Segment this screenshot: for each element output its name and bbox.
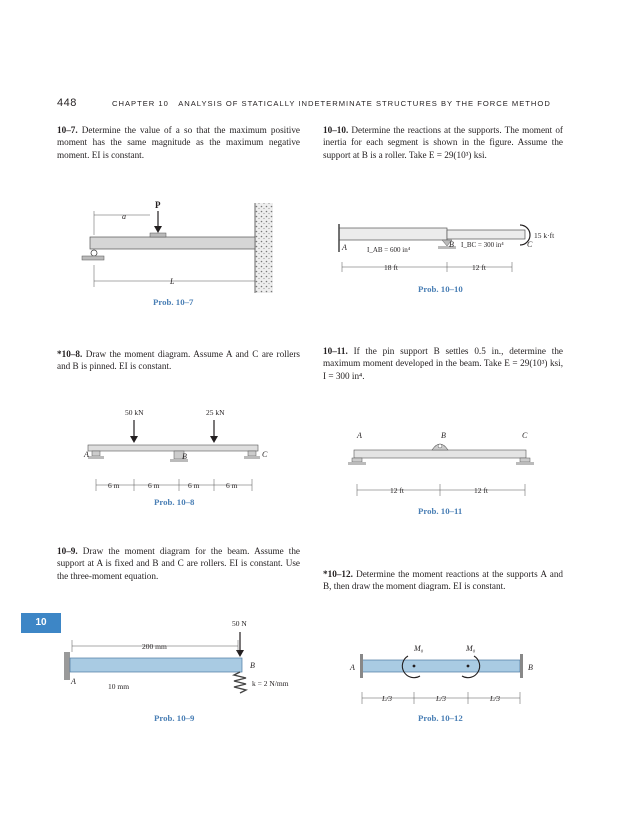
label-C: C (527, 240, 533, 249)
problem-number: *10–12. (323, 569, 353, 579)
problem-10-11 (323, 345, 563, 382)
fixed-wall-right (520, 654, 523, 678)
figure-10-9 (60, 618, 310, 703)
moment-label: 15 k·ft (534, 231, 555, 240)
load-50n: 50 N (232, 619, 247, 628)
load-plate (150, 233, 166, 237)
problem-statement: Draw the moment diagram for the beam. Assume the support at A is fixed and B and C are rollers. EI is constant. Use the three-moment equation. (57, 546, 301, 581)
label-C: C (262, 450, 268, 459)
label-B: B (250, 661, 255, 670)
label-A: A (357, 431, 362, 440)
arrow-down-icon (130, 436, 138, 443)
dim-L3-3: L/3 (490, 694, 501, 703)
beam (70, 658, 242, 672)
arrow-down-icon (154, 226, 162, 233)
chapter-label: CHAPTER 10 (112, 99, 169, 108)
caption-10-9: Prob. 10–9 (154, 713, 195, 723)
figure-10-11 (344, 428, 544, 503)
label-A: A (350, 663, 355, 672)
caption-10-7: Prob. 10–7 (153, 297, 194, 307)
beam (88, 445, 258, 451)
beam (362, 660, 520, 672)
roller-support (248, 451, 256, 456)
dim-200mm: 200 mm (142, 642, 167, 651)
dim-L3-1: L/3 (382, 694, 393, 703)
caption-10-11: Prob. 10–11 (418, 506, 463, 516)
spring-support (234, 672, 246, 693)
problem-number: 10–7. (57, 125, 78, 135)
caption-10-10: Prob. 10–10 (418, 284, 463, 294)
label-B: B (182, 452, 187, 461)
problem-number: 10–10. (323, 125, 349, 135)
page-number: 448 (57, 97, 77, 109)
fixed-wall (64, 652, 70, 680)
figure-10-10 (334, 210, 569, 280)
problem-10-7 (57, 124, 300, 161)
dim-10mm: 10 mm (108, 682, 130, 691)
beam (354, 450, 526, 458)
arrow-down-icon (210, 436, 218, 443)
figure-10-8 (78, 405, 278, 495)
load-50kn: 50 kN (125, 408, 144, 417)
dim-6m-3: 6 m (188, 481, 200, 490)
beam-bc (447, 230, 525, 239)
label-A: A (71, 677, 76, 686)
problem-10-8 (57, 348, 300, 373)
chapter-title: ANALYSIS OF STATICALLY INDETERMINATE STRUCTURES BY THE FORCE METHOD (178, 99, 551, 108)
spring-constant: k = 2 N/mm (252, 679, 289, 688)
figure-10-12 (344, 640, 544, 710)
dim-a: a (122, 212, 126, 221)
problem-statement: Determine the reactions at the supports. The moment of inertia for each segment is shown in the figure. Assume the support at B is a roller. Take E = 29(10³) ksi. (323, 125, 563, 160)
moment-label-1: M₀ (414, 644, 424, 653)
chapter-tab: 10 (21, 613, 61, 633)
dim-12ft: 12 ft (472, 263, 486, 272)
problem-number: 10–11. (323, 346, 348, 356)
label-B: B (528, 663, 533, 672)
caption-10-12: Prob. 10–12 (418, 713, 463, 723)
problem-10-12 (323, 568, 563, 593)
dim-12ft-1: 12 ft (390, 486, 404, 495)
dim-6m-4: 6 m (226, 481, 238, 490)
label-C: C (522, 431, 528, 440)
problem-statement: If the pin support B settles 0.5 in., determine the maximum moment developed in the beam. Take E = 29(10³) ksi, I = 300 in⁴. (323, 346, 564, 381)
roller-support (92, 451, 100, 456)
roller-support (520, 458, 530, 462)
inertia-bc: I_BC = 300 in⁴ (461, 241, 504, 249)
dim-L: L (170, 277, 175, 286)
problem-number: *10–8. (57, 349, 83, 359)
problem-10-10 (323, 124, 563, 161)
fixed-wall-left (360, 654, 363, 678)
inertia-ab: I_AB = 600 in⁴ (367, 246, 411, 254)
problem-statement: Draw the moment diagram. Assume A and C are rollers and B is pinned. EI is constant. (57, 349, 301, 372)
dim-6m-1: 6 m (108, 481, 120, 490)
label-B: B (441, 431, 446, 440)
chapter-heading (112, 99, 551, 108)
label-B: B (449, 240, 454, 249)
roller-support (352, 458, 362, 462)
wall (255, 203, 273, 293)
load-label: P (155, 200, 161, 210)
label-A: A (84, 450, 89, 459)
beam-ab (339, 228, 447, 240)
arrow-down-icon (236, 650, 244, 657)
figure-10-7 (60, 195, 280, 295)
problem-number: 10–9. (57, 546, 78, 556)
dim-6m-2: 6 m (148, 481, 160, 490)
roller-support (91, 250, 97, 256)
problem-10-9 (57, 545, 300, 582)
problem-statement: Determine the moment reactions at the supports A and B, then draw the moment diagram. EI is constant. (323, 569, 564, 592)
dim-12ft-2: 12 ft (474, 486, 488, 495)
caption-10-8: Prob. 10–8 (154, 497, 195, 507)
beam (90, 237, 255, 249)
moment-label-2: M₀ (466, 644, 476, 653)
dim-18ft: 18 ft (384, 263, 398, 272)
load-25kn: 25 kN (206, 408, 225, 417)
dim-L3-2: L/3 (436, 694, 447, 703)
label-A: A (342, 243, 347, 252)
problem-statement: Determine the value of a so that the maximum positive moment has the same magnitude as the maximum negative moment. EI is constant. (57, 125, 300, 160)
